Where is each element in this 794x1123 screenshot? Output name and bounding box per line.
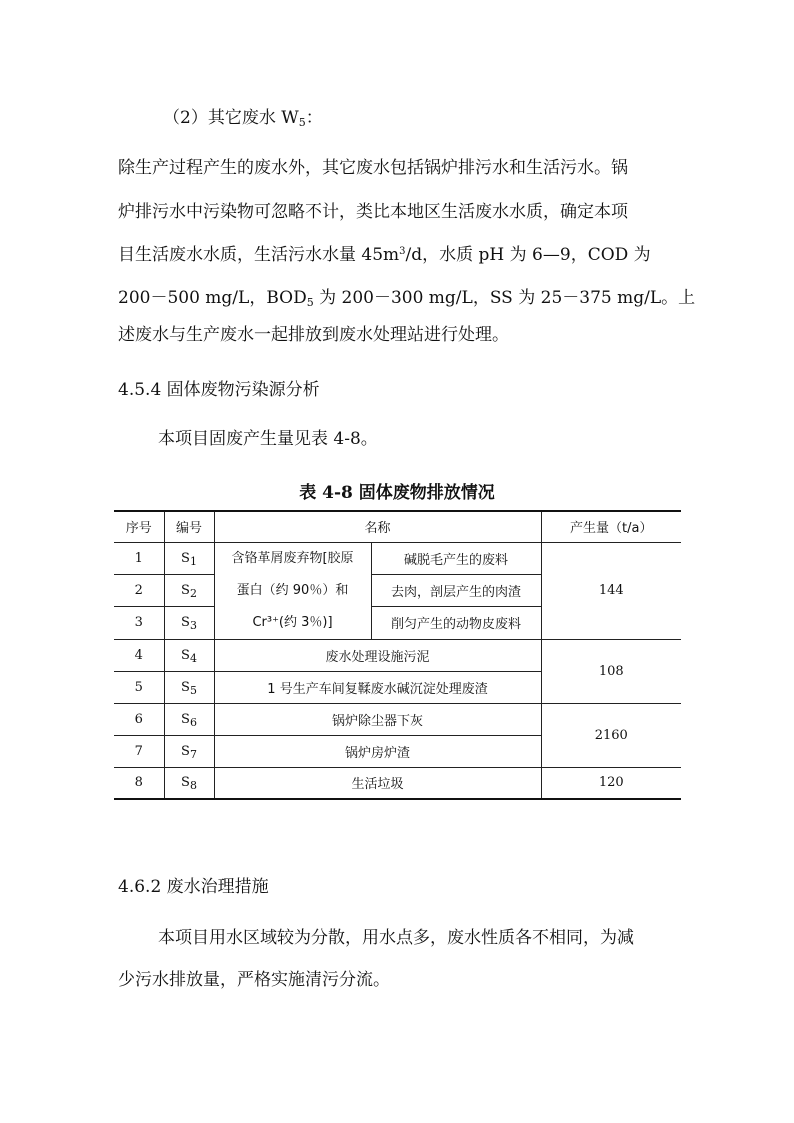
cell-name: 去肉，剖层产生的肉渣 bbox=[371, 574, 541, 606]
cell-code bbox=[164, 574, 214, 606]
header-code: 编号 bbox=[164, 511, 214, 542]
paragraph-line: 少污水排放量，严格实施清污分流。 bbox=[118, 970, 390, 990]
cell-code-text: S bbox=[181, 615, 190, 631]
cell-name: 1 号生产车间复鞣废水碱沉淀处理废渣 bbox=[214, 671, 541, 703]
table-header-row bbox=[114, 511, 681, 542]
cell-code-text: S bbox=[181, 647, 190, 663]
cell-no: 3 bbox=[114, 607, 164, 639]
cell-name: 削匀产生的动物皮废料 bbox=[371, 607, 541, 639]
cell-name: 锅炉除尘器下灰 bbox=[214, 703, 541, 735]
paragraph-sup: 3 bbox=[399, 246, 406, 257]
group-name-line: Cr³⁺(约 3％)] bbox=[252, 614, 333, 630]
group-name-line: 蛋白（约 90％）和 bbox=[236, 582, 349, 598]
cell-code-sub: 1 bbox=[189, 554, 197, 568]
cell-no: 2 bbox=[114, 574, 164, 606]
cell-code-text: S bbox=[181, 743, 190, 759]
cell-code-text: S bbox=[181, 711, 190, 727]
paragraph-line: 炉排污水中污染物可忽略不计，类比本地区生活废水水质，确定本项 bbox=[118, 202, 628, 222]
cell-code-sub: 3 bbox=[189, 619, 197, 633]
cell-code-sub: 7 bbox=[189, 747, 197, 761]
table-title: 表 4-8 固体废物排放情况 bbox=[299, 483, 495, 503]
table-row bbox=[114, 703, 681, 735]
cell-code-text: S bbox=[181, 582, 190, 598]
paragraph-text: 200－500 mg/L，BOD bbox=[118, 288, 307, 308]
cell-no: 4 bbox=[114, 639, 164, 671]
header-name: 名称 bbox=[214, 511, 541, 542]
cell-name: 碱脱毛产生的废料 bbox=[371, 542, 541, 574]
cell-amount: 144 bbox=[541, 542, 681, 639]
section-454-intro: 本项目固废产生量见表 4-8。 bbox=[158, 429, 378, 449]
cell-code-sub: 6 bbox=[189, 715, 197, 729]
table-row bbox=[114, 542, 681, 574]
cell-name: 废水处理设施污泥 bbox=[214, 639, 541, 671]
cell-code-text: S bbox=[181, 679, 190, 695]
section-w5-heading-sub: 5 bbox=[298, 116, 306, 129]
cell-code bbox=[164, 607, 214, 639]
cell-group-name bbox=[214, 542, 371, 639]
cell-code-sub: 8 bbox=[189, 779, 197, 793]
cell-code-text: S bbox=[181, 550, 190, 566]
cell-code-sub: 2 bbox=[189, 586, 197, 600]
paragraph-line: 本项目用水区域较为分散，用水点多，废水性质各不相同，为减 bbox=[158, 928, 634, 948]
cell-code-sub: 4 bbox=[189, 651, 197, 665]
cell-no: 6 bbox=[114, 703, 164, 735]
group-name-line: 含铬革屑废弃物[胶原 bbox=[231, 550, 354, 566]
cell-code bbox=[164, 703, 214, 735]
cell-code bbox=[164, 639, 214, 671]
cell-code-sub: 5 bbox=[189, 683, 197, 697]
paragraph-line: 述废水与生产废水一起排放到废水处理站进行处理。 bbox=[118, 325, 509, 345]
paragraph-line bbox=[118, 288, 695, 308]
cell-no: 5 bbox=[114, 671, 164, 703]
paragraph-line bbox=[118, 245, 651, 265]
cell-name: 锅炉房炉渣 bbox=[214, 735, 541, 767]
solid-waste-table bbox=[114, 510, 681, 800]
section-454-heading: 4.5.4 固体废物污染源分析 bbox=[118, 380, 320, 400]
section-462-heading: 4.6.2 废水治理措施 bbox=[118, 877, 269, 897]
table-row bbox=[114, 639, 681, 671]
paragraph-text: 目生活废水水质，生活污水水量 45m bbox=[118, 245, 400, 265]
cell-amount: 108 bbox=[541, 639, 681, 703]
section-w5-heading-text: （2）其它废水 W bbox=[163, 108, 299, 128]
paragraph-sub: 5 bbox=[306, 296, 314, 309]
paragraph-text: /d，水质 pH 为 6—9，COD 为 bbox=[405, 245, 651, 265]
cell-code bbox=[164, 671, 214, 703]
cell-amount: 2160 bbox=[541, 703, 681, 767]
section-w5-heading bbox=[163, 108, 323, 128]
cell-code-text: S bbox=[181, 775, 190, 791]
cell-name: 生活垃圾 bbox=[214, 767, 541, 799]
cell-amount: 120 bbox=[541, 767, 681, 799]
header-amount: 产生量（t/a） bbox=[541, 511, 681, 542]
cell-code bbox=[164, 735, 214, 767]
paragraph-text: 为 200－300 mg/L，SS 为 25－375 mg/L。上 bbox=[313, 288, 696, 308]
cell-code bbox=[164, 767, 214, 799]
header-no: 序号 bbox=[114, 511, 164, 542]
section-w5-heading-suffix: ： bbox=[305, 108, 323, 128]
cell-no: 8 bbox=[114, 767, 164, 799]
cell-no: 7 bbox=[114, 735, 164, 767]
table-row bbox=[114, 767, 681, 799]
cell-code bbox=[164, 542, 214, 574]
cell-no: 1 bbox=[114, 542, 164, 574]
paragraph-line: 除生产过程产生的废水外，其它废水包括锅炉排污水和生活污水。锅 bbox=[118, 158, 628, 178]
